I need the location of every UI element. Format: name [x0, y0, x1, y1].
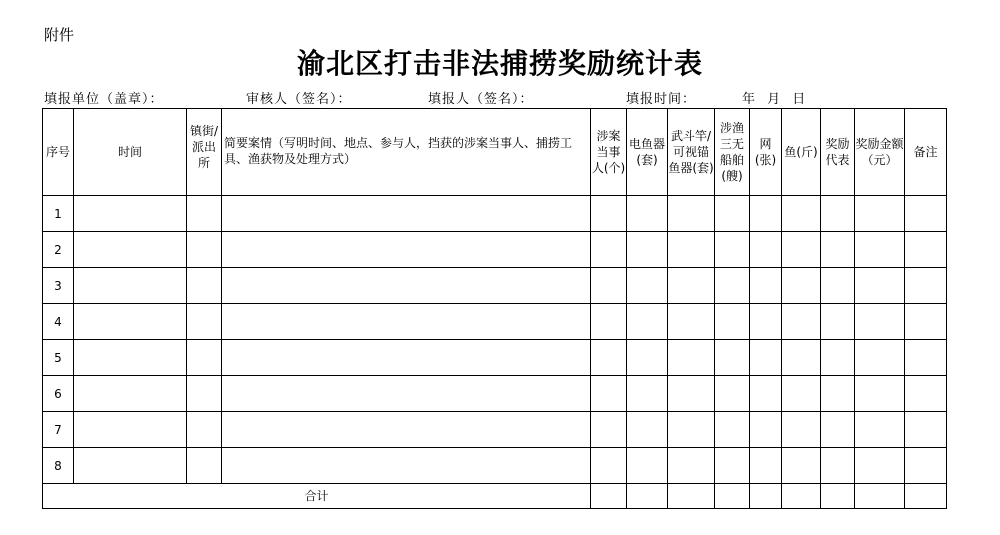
date-fields: 年 月 日: [742, 92, 807, 107]
total-fish[interactable]: [782, 484, 821, 509]
cell-remark[interactable]: [905, 196, 947, 232]
cell-boat[interactable]: [715, 412, 750, 448]
cell-reward-rep[interactable]: [821, 196, 855, 232]
row-number: 6: [43, 376, 74, 412]
cell-electro[interactable]: [627, 340, 668, 376]
cell-electro[interactable]: [627, 412, 668, 448]
header-persons: 涉案当事人(个): [591, 109, 627, 196]
cell-remark[interactable]: [905, 412, 947, 448]
cell-reward-rep[interactable]: [821, 412, 855, 448]
cell-time[interactable]: [74, 412, 187, 448]
cell-persons[interactable]: [591, 376, 627, 412]
cell-net[interactable]: [750, 412, 782, 448]
cell-boat[interactable]: [715, 304, 750, 340]
cell-reward-rep[interactable]: [821, 268, 855, 304]
cell-persons[interactable]: [591, 196, 627, 232]
cell-electro[interactable]: [627, 448, 668, 484]
cell-persons[interactable]: [591, 232, 627, 268]
cell-fish[interactable]: [782, 304, 821, 340]
date-label: 填报时间：: [626, 92, 697, 107]
cell-time[interactable]: [74, 304, 187, 340]
cell-rod[interactable]: [668, 376, 715, 412]
cell-electro[interactable]: [627, 196, 668, 232]
row-number: 1: [43, 196, 74, 232]
cell-case[interactable]: [222, 412, 591, 448]
cell-rod[interactable]: [668, 304, 715, 340]
cell-remark[interactable]: [905, 268, 947, 304]
header-fish: 鱼(斤): [782, 109, 821, 196]
cell-reward-rep[interactable]: [821, 448, 855, 484]
cell-fish[interactable]: [782, 340, 821, 376]
cell-time[interactable]: [74, 268, 187, 304]
cell-case[interactable]: [222, 196, 591, 232]
cell-case[interactable]: [222, 340, 591, 376]
cell-rod[interactable]: [668, 268, 715, 304]
header-net: 网(张): [750, 109, 782, 196]
cell-persons[interactable]: [591, 304, 627, 340]
cell-town[interactable]: [187, 376, 222, 412]
cell-town[interactable]: [187, 448, 222, 484]
cell-net[interactable]: [750, 340, 782, 376]
cell-net[interactable]: [750, 376, 782, 412]
cell-reward-rep[interactable]: [821, 232, 855, 268]
cell-remark[interactable]: [905, 376, 947, 412]
cell-reward-rep[interactable]: [821, 376, 855, 412]
total-remark[interactable]: [905, 484, 947, 509]
cell-rod[interactable]: [668, 412, 715, 448]
cell-case[interactable]: [222, 232, 591, 268]
header-electro: 电鱼器(套): [627, 109, 668, 196]
cell-town[interactable]: [187, 304, 222, 340]
header-case: 简要案情（写明时间、地点、参与人，挡获的涉案当事人、捕捞工具、渔获物及处理方式）: [222, 109, 591, 196]
cell-net[interactable]: [750, 196, 782, 232]
cell-amount[interactable]: [855, 196, 905, 232]
table-row: [43, 376, 947, 412]
cell-boat[interactable]: [715, 232, 750, 268]
cell-amount[interactable]: [855, 340, 905, 376]
row-number: 5: [43, 340, 74, 376]
cell-boat[interactable]: [715, 196, 750, 232]
cell-net[interactable]: [750, 232, 782, 268]
cell-persons[interactable]: [591, 412, 627, 448]
header-rod: 武斗竿/可视锚鱼器(套): [668, 109, 715, 196]
table-row: [43, 196, 947, 232]
table-row: [43, 304, 947, 340]
cell-amount[interactable]: [855, 232, 905, 268]
page-title: 渝北区打击非法捕捞奖励统计表: [296, 47, 703, 80]
cell-amount[interactable]: [855, 412, 905, 448]
total-label: 合计: [43, 484, 591, 509]
table-row: [43, 340, 947, 376]
cell-boat[interactable]: [715, 376, 750, 412]
header-row: [43, 109, 947, 196]
reviewer-label: 审核人（签名）：: [246, 92, 352, 107]
cell-amount[interactable]: [855, 376, 905, 412]
attachment-label: 附件: [44, 26, 75, 44]
header-town: 镇街/派出所: [187, 109, 222, 196]
cell-fish[interactable]: [782, 376, 821, 412]
cell-persons[interactable]: [591, 340, 627, 376]
total-electro[interactable]: [627, 484, 668, 509]
cell-reward-rep[interactable]: [821, 304, 855, 340]
cell-electro[interactable]: [627, 232, 668, 268]
cell-rod[interactable]: [668, 196, 715, 232]
cell-net[interactable]: [750, 304, 782, 340]
total-rod[interactable]: [668, 484, 715, 509]
cell-time[interactable]: [74, 340, 187, 376]
cell-rod[interactable]: [668, 340, 715, 376]
cell-fish[interactable]: [782, 448, 821, 484]
table-row: [43, 232, 947, 268]
unit-label: 填报单位（盖章）：: [44, 92, 164, 107]
cell-persons[interactable]: [591, 448, 627, 484]
header-seq: 序号: [43, 109, 74, 196]
cell-fish[interactable]: [782, 268, 821, 304]
cell-electro[interactable]: [627, 304, 668, 340]
total-boat[interactable]: [715, 484, 750, 509]
row-number: 3: [43, 268, 74, 304]
cell-amount[interactable]: [855, 268, 905, 304]
cell-rod[interactable]: [668, 448, 715, 484]
total-net[interactable]: [750, 484, 782, 509]
cell-time[interactable]: [74, 232, 187, 268]
cell-reward-rep[interactable]: [821, 340, 855, 376]
table-row: [43, 268, 947, 304]
cell-time[interactable]: [74, 448, 187, 484]
cell-time[interactable]: [74, 376, 187, 412]
header-time: 时间: [74, 109, 187, 196]
cell-remark[interactable]: [905, 232, 947, 268]
header-boat: 涉渔三无船舶(艘): [715, 109, 750, 196]
cell-remark[interactable]: [905, 304, 947, 340]
cell-town[interactable]: [187, 196, 222, 232]
statistics-table: [42, 108, 947, 509]
cell-fish[interactable]: [782, 232, 821, 268]
cell-net[interactable]: [750, 268, 782, 304]
cell-remark[interactable]: [905, 340, 947, 376]
row-number: 7: [43, 412, 74, 448]
cell-persons[interactable]: [591, 268, 627, 304]
cell-electro[interactable]: [627, 268, 668, 304]
filler-label: 填报人（签名）：: [428, 92, 534, 107]
total-amount[interactable]: [855, 484, 905, 509]
total-row: [43, 484, 947, 509]
row-number: 2: [43, 232, 74, 268]
cell-amount[interactable]: [855, 448, 905, 484]
cell-net[interactable]: [750, 448, 782, 484]
total-reward-rep[interactable]: [821, 484, 855, 509]
table-row: [43, 448, 947, 484]
cell-town[interactable]: [187, 268, 222, 304]
cell-remark[interactable]: [905, 448, 947, 484]
cell-case[interactable]: [222, 268, 591, 304]
header-amount: 奖励金额（元）: [855, 109, 905, 196]
cell-town[interactable]: [187, 340, 222, 376]
cell-time[interactable]: [74, 196, 187, 232]
cell-amount[interactable]: [855, 304, 905, 340]
cell-case[interactable]: [222, 448, 591, 484]
cell-boat[interactable]: [715, 340, 750, 376]
cell-fish[interactable]: [782, 412, 821, 448]
cell-boat[interactable]: [715, 268, 750, 304]
cell-fish[interactable]: [782, 196, 821, 232]
row-number: 4: [43, 304, 74, 340]
cell-electro[interactable]: [627, 376, 668, 412]
cell-rod[interactable]: [668, 232, 715, 268]
cell-case[interactable]: [222, 376, 591, 412]
header-remark: 备注: [905, 109, 947, 196]
cell-case[interactable]: [222, 304, 591, 340]
cell-town[interactable]: [187, 412, 222, 448]
header-reward-rep: 奖励代表: [821, 109, 855, 196]
cell-town[interactable]: [187, 232, 222, 268]
cell-boat[interactable]: [715, 448, 750, 484]
table-row: [43, 412, 947, 448]
row-number: 8: [43, 448, 74, 484]
total-persons[interactable]: [591, 484, 627, 509]
